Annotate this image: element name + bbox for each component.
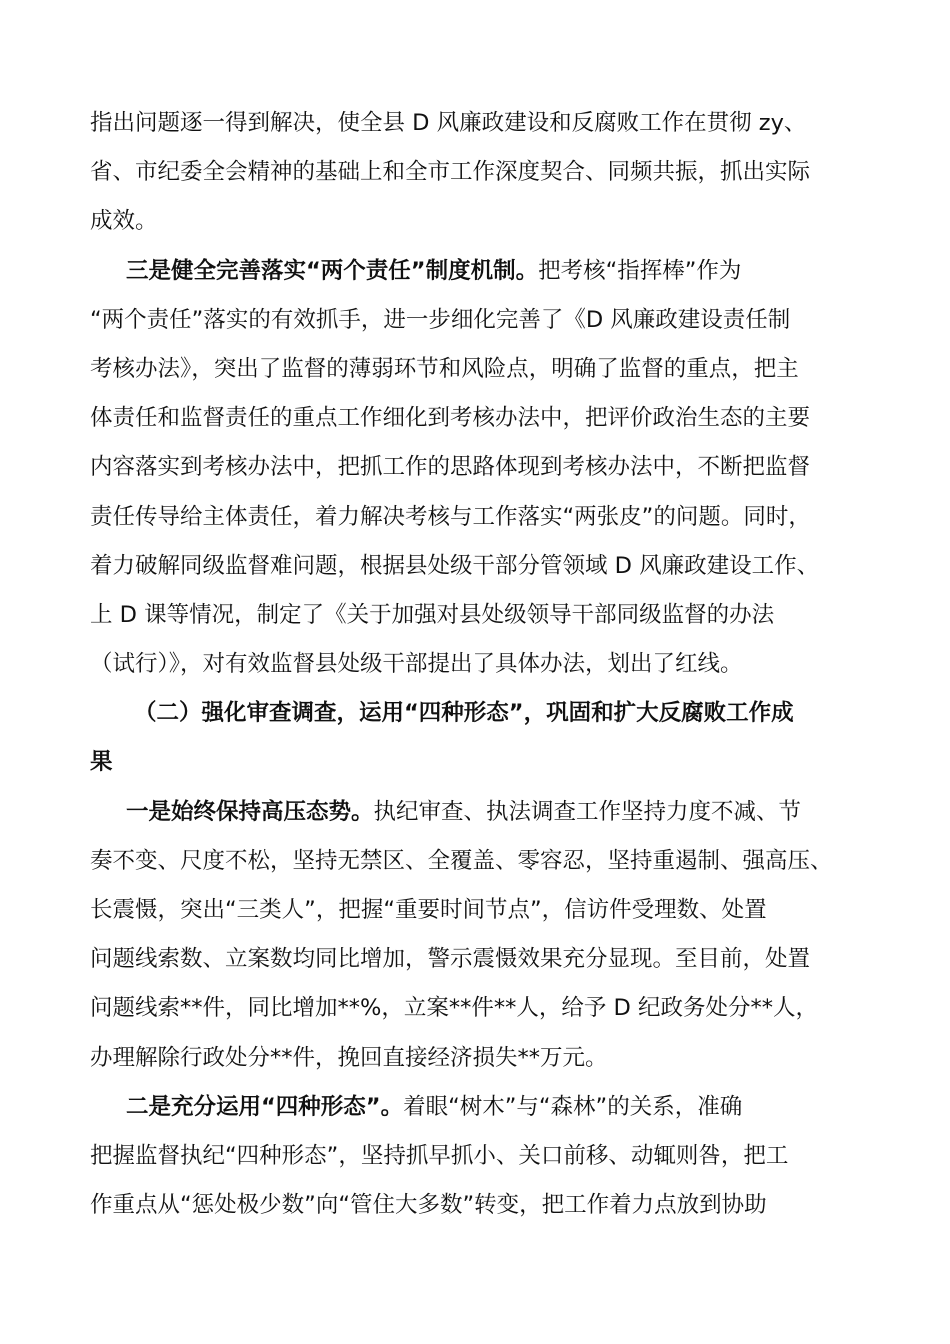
text-line: 办理解除行政处分**件，挽回直接经济损失**万元。 [90, 1044, 608, 1071]
heading-line: 果 [90, 749, 113, 776]
lead-bold-text: 三是健全完善落实“两个责任”制度机制。 [126, 257, 539, 284]
text-line: 体责任和监督责任的重点工作细化到考核办法中，把评价政治生态的主要 [90, 405, 811, 432]
document-body [90, 99, 870, 1230]
paragraph-four-forms [90, 1083, 870, 1231]
heading-line: （二）强化审查调查，运用“四种形态”，巩固和扩大反腐败工作成 [134, 700, 794, 727]
text-line: 三是健全完善落实“两个责任”制度机制。把考核“指挥棒”作为 [126, 257, 742, 284]
text-line: “两个责任”落实的有效抓手，进一步细化完善了《D 风廉政建设责任制 [90, 306, 791, 333]
paragraph-continuation [90, 99, 870, 247]
text-line: 着力破解同级监督难问题，根据县处级干部分管领域 D 风廉政建设工作、 [90, 552, 820, 579]
text-line: 上 D 课等情况，制定了《关于加强对县处级领导干部同级监督的办法 [90, 601, 775, 628]
text-line: 责任传导给主体责任，着力解决考核与工作落实“两张皮”的问题。同时， [90, 503, 811, 530]
text-line: 作重点从“惩处极少数”向“管住大多数”转变，把工作着力点放到协助 [90, 1192, 767, 1219]
text-line: 考核办法》，突出了监督的薄弱环节和风险点，明确了监督的重点，把主 [90, 355, 799, 382]
text-line: 二是充分运用“四种形态”。着眼“树木”与“森林”的关系，准确 [126, 1093, 743, 1120]
text-line: 问题线索数、立案数均同比增加，警示震慑效果充分显现。至目前，处置 [90, 946, 811, 973]
lead-bold-text: 一是始终保持高压态势。 [126, 798, 374, 825]
text-line: （试行）》，对有效监督县处级干部提出了具体办法，划出了红线。 [90, 651, 743, 678]
section-heading [90, 689, 870, 787]
text-line: 成效。 [90, 208, 158, 235]
paragraph-two-responsibilities [90, 247, 870, 690]
text-line: 省、市纪委全会精神的基础上和全市工作深度契合、同频共振，抓出实际 [90, 159, 811, 186]
text-line: 内容落实到考核办法中，把抓工作的思路体现到考核办法中，不断把监督 [90, 454, 811, 481]
text-line: 长震慑，突出“三类人”，把握“重要时间节点”，信访件受理数、处置 [90, 897, 767, 923]
lead-bold-text: 二是充分运用“四种形态”。 [126, 1093, 404, 1120]
text-line: 一是始终保持高压态势。执纪审查、执法调查工作坚持力度不减、节 [126, 798, 802, 825]
text-line: 把握监督执纪“四种形态”，坚持抓早抓小、关口前移、动辄则咎，把工 [90, 1142, 789, 1169]
text-line: 指出问题逐一得到解决，使全县 D 风廉政建设和反腐败工作在贯彻 zy、 [90, 110, 807, 136]
text-line: 奏不变、尺度不松，坚持无禁区、全覆盖、零容忍，坚持重遏制、强高压、 [90, 847, 833, 874]
paragraph-high-pressure [90, 788, 870, 1083]
text-line: 问题线索**件，同比增加**%，立案**件**人，给予 D 纪政务处分**人， [90, 995, 819, 1022]
